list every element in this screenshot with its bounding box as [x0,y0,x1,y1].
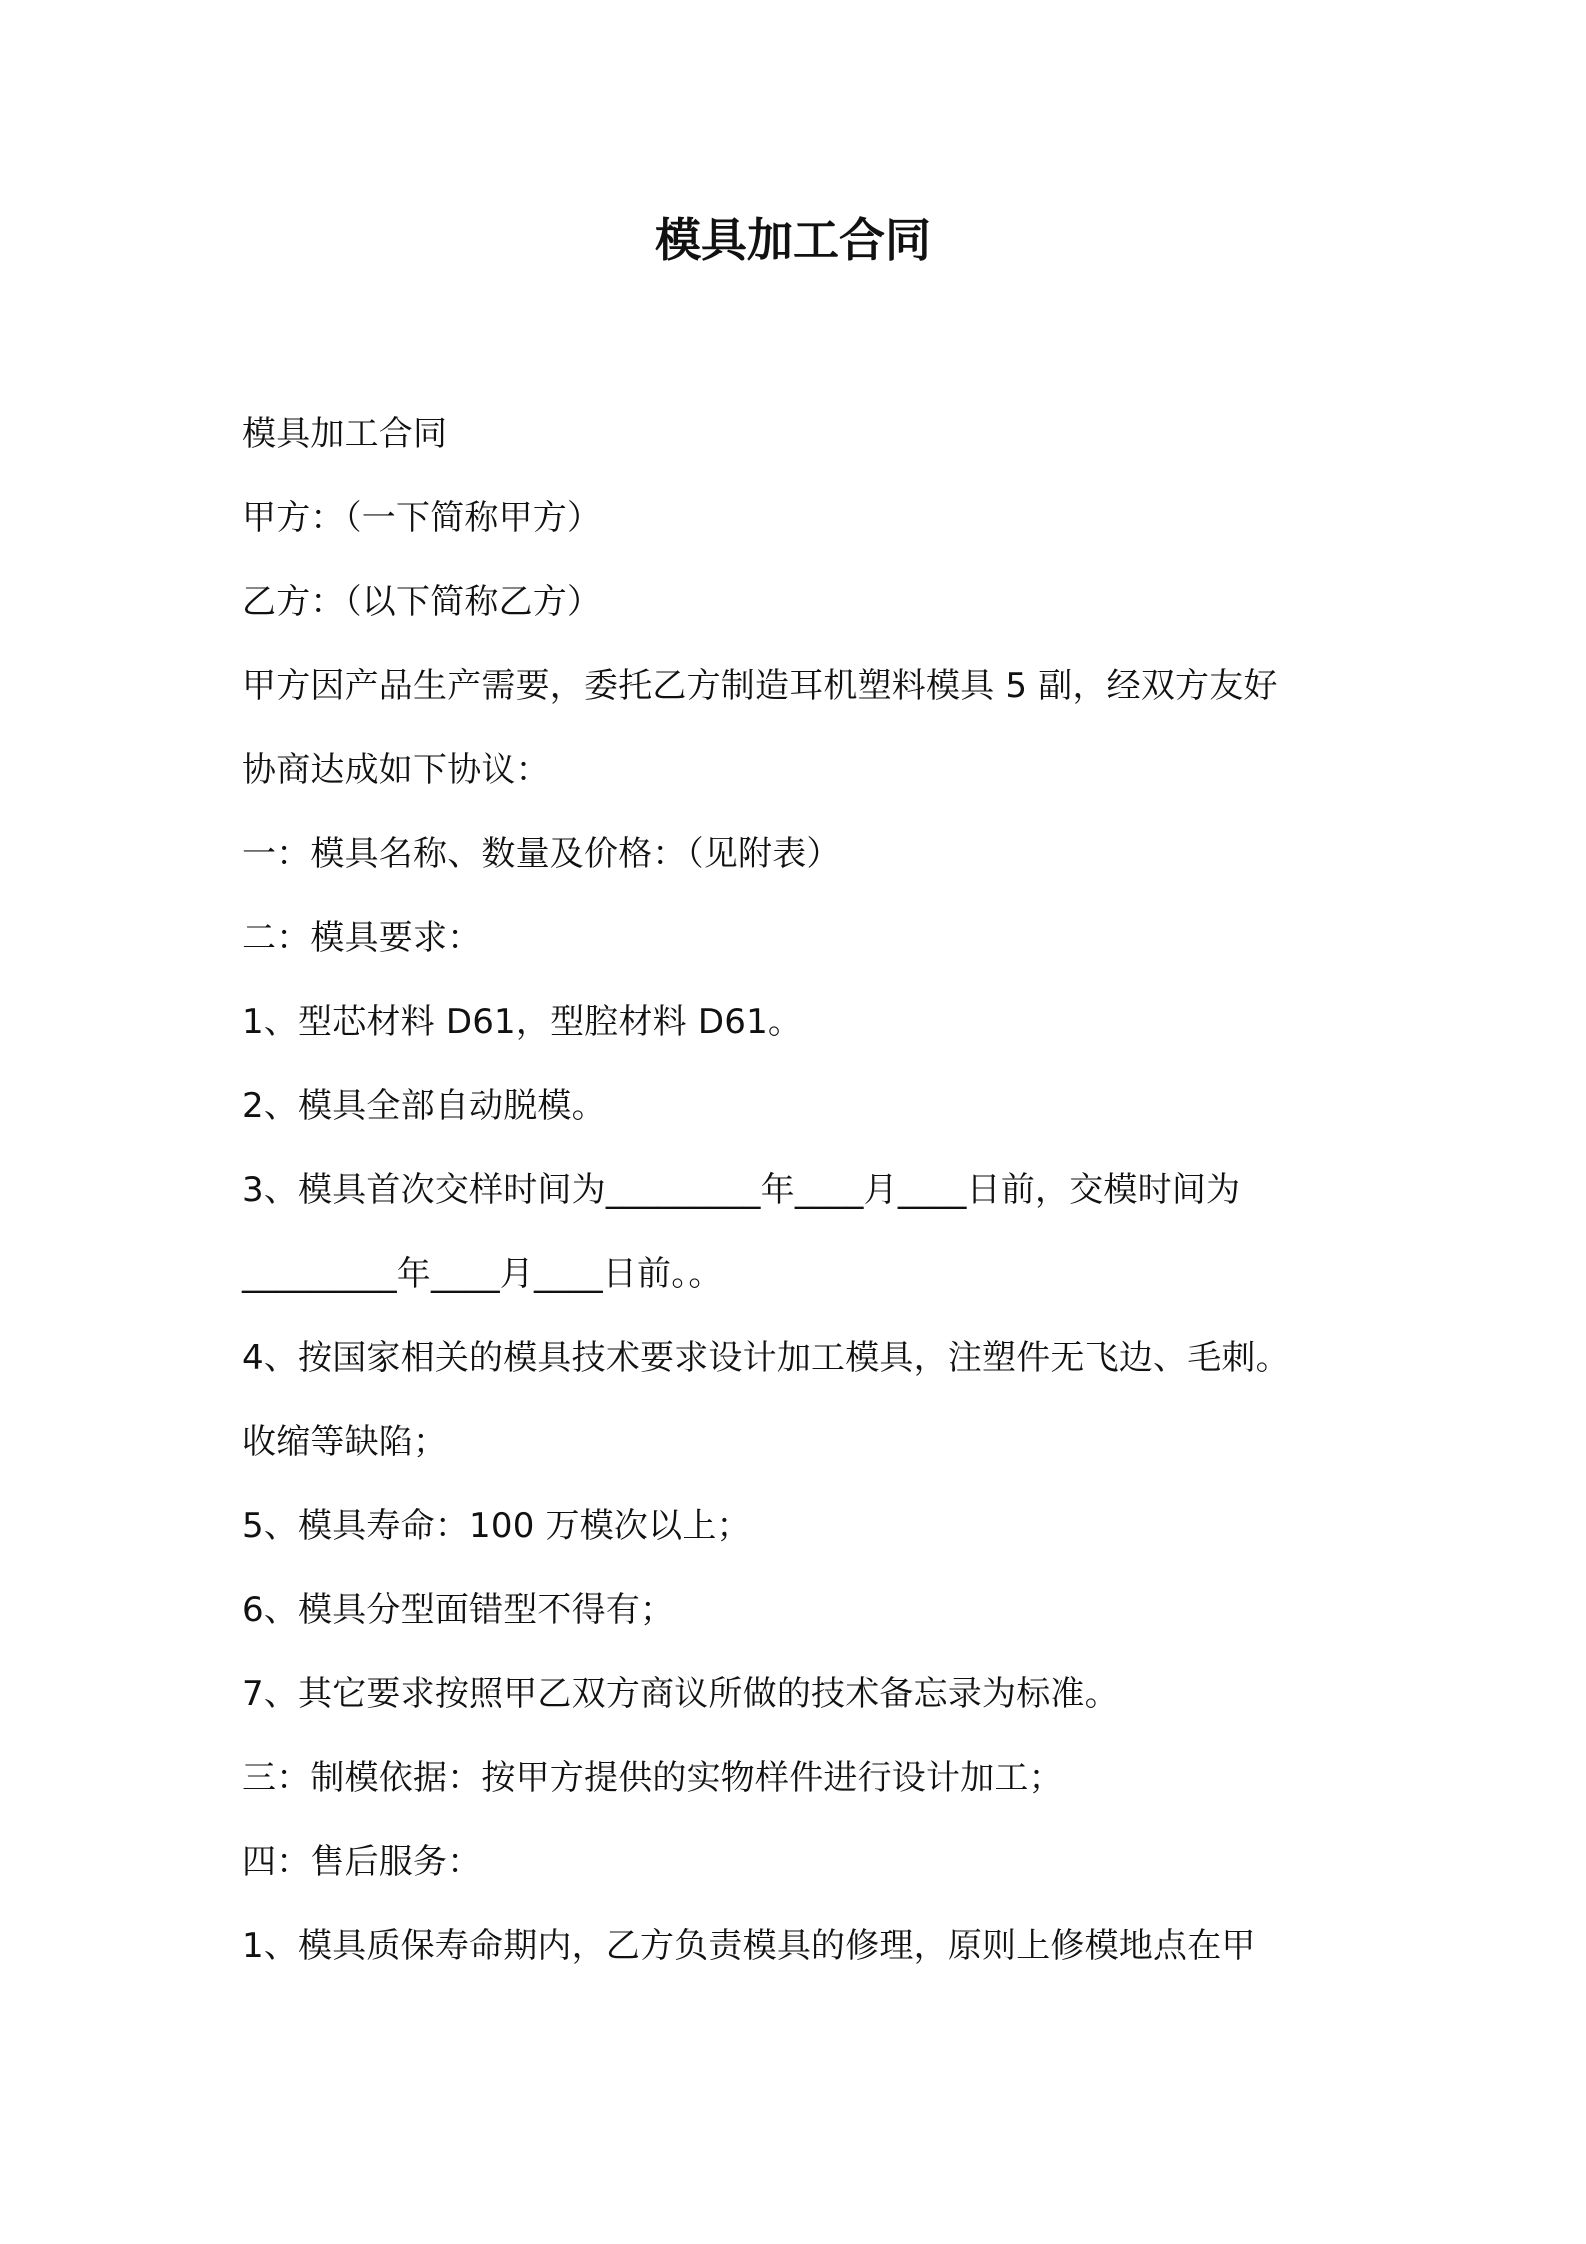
body-line: 甲方：（一下简称甲方） [242,498,602,538]
body-line: 2、模具全部自动脱模。 [242,1086,606,1126]
body-line: 5、模具寿命：100 万模次以上； [242,1506,751,1546]
body-line: 三：制模依据：按甲方提供的实物样件进行设计加工； [242,1758,1063,1798]
body-line: 协商达成如下协议： [242,750,550,790]
body-line: 模具加工合同 [242,414,448,454]
body-line: 收缩等缺陷； [242,1422,448,1462]
document-title: 模具加工合同 [655,213,931,267]
body-line: 3、模具首次交样时间为_________年____月____日前，交模时间为 [242,1170,1241,1210]
body-line: 四：售后服务： [242,1842,482,1882]
body-line: 1、型芯材料 D61，型腔材料 D61。 [242,1002,803,1042]
body-line: 1、模具质保寿命期内，乙方负责模具的修理，原则上修模地点在甲 [242,1926,1256,1966]
body-line: 4、按国家相关的模具技术要求设计加工模具，注塑件无飞边、毛刺。 [242,1338,1290,1378]
body-line: 甲方因产品生产需要，委托乙方制造耳机塑料模具 5 副，经双方友好 [242,666,1278,706]
body-line: 乙方：（以下简称乙方） [242,582,602,622]
body-line: _________年____月____日前。。 [242,1254,723,1294]
body-line: 二：模具要求： [242,918,482,958]
body-line: 6、模具分型面错型不得有； [242,1590,675,1630]
body-line: 7、其它要求按照甲乙双方商议所做的技术备忘录为标准。 [242,1674,1119,1714]
body-line: 一：模具名称、数量及价格：（见附表） [242,834,841,874]
